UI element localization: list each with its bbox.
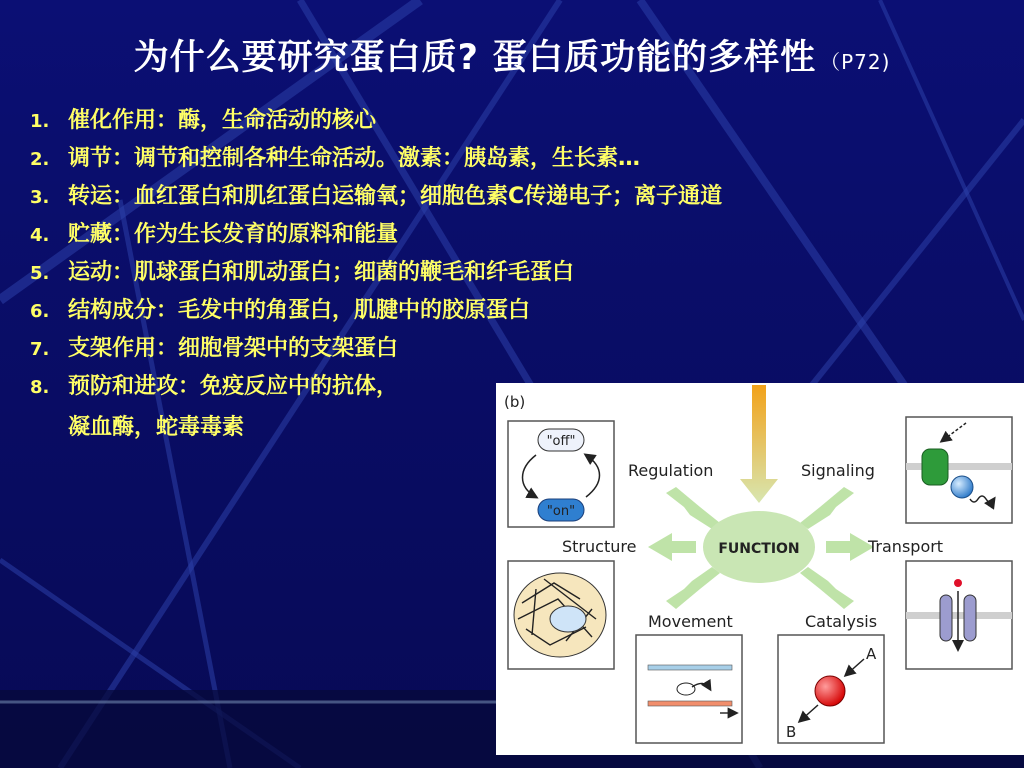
slide-title bbox=[0, 30, 1024, 80]
label-signaling: Signaling bbox=[801, 461, 875, 480]
item-text: 催化作用：酶，生命活动的核心 bbox=[68, 108, 377, 133]
item-text: 运动：肌球蛋白和肌动蛋白；细菌的鞭毛和纤毛蛋白 bbox=[68, 260, 575, 285]
on-label: "on" bbox=[546, 504, 576, 519]
item-text: 支架作用：细胞骨架中的支架蛋白 bbox=[68, 336, 399, 361]
label-transport: Transport bbox=[868, 537, 944, 556]
item-number: 1. bbox=[30, 111, 50, 132]
input-arrow bbox=[740, 385, 778, 503]
label-regulation: Regulation bbox=[628, 461, 714, 480]
off-label: "off" bbox=[546, 434, 576, 449]
title-text: 为什么要研究蛋白质? 蛋白质功能的多样性 bbox=[133, 38, 817, 78]
signaling-panel bbox=[906, 417, 1012, 523]
item-text: 贮藏：作为生长发育的原料和能量 bbox=[68, 222, 399, 247]
item-number: 4. bbox=[30, 225, 50, 246]
movement-panel bbox=[636, 635, 742, 743]
substrate-a-label: A bbox=[866, 645, 877, 663]
item-number: 6. bbox=[30, 301, 50, 322]
label-structure: Structure bbox=[562, 537, 637, 556]
function-label: FUNCTION bbox=[718, 541, 800, 557]
list-item bbox=[30, 254, 722, 292]
transport-panel bbox=[906, 561, 1012, 669]
list-item bbox=[30, 330, 722, 368]
product-b-label: B bbox=[786, 723, 797, 741]
item-number: 8. bbox=[30, 377, 50, 398]
function-diagram bbox=[496, 383, 1024, 755]
structure-panel bbox=[508, 561, 614, 669]
item-text: 预防和进攻：免疫反应中的抗体， bbox=[68, 374, 399, 399]
panel-label: (b) bbox=[504, 393, 526, 411]
item-number: 3. bbox=[30, 187, 50, 208]
item-number: 2. bbox=[30, 149, 50, 170]
label-catalysis: Catalysis bbox=[805, 612, 878, 631]
item-text: 凝血酶，蛇毒毒素 bbox=[68, 415, 245, 440]
item-text: 转运：血红蛋白和肌红蛋白运输氧；细胞色素C传递电子；离子通道 bbox=[68, 184, 723, 209]
label-movement: Movement bbox=[648, 612, 733, 631]
list-item bbox=[30, 102, 722, 140]
item-number: 5. bbox=[30, 263, 50, 284]
list-item bbox=[30, 140, 722, 178]
item-text: 结构成分：毛发中的角蛋白，肌腱中的胶原蛋白 bbox=[68, 298, 531, 323]
list-item bbox=[30, 178, 722, 216]
list-item bbox=[30, 216, 722, 254]
catalysis-panel bbox=[778, 635, 884, 743]
item-number: 7. bbox=[30, 339, 50, 360]
list-item bbox=[30, 292, 722, 330]
regulation-panel bbox=[508, 421, 614, 527]
title-page-ref: （P72) bbox=[820, 50, 891, 74]
item-text: 调节：调节和控制各种生命活动。激素：胰岛素，生长素… bbox=[68, 146, 641, 171]
protein-function-figure bbox=[496, 383, 1024, 755]
